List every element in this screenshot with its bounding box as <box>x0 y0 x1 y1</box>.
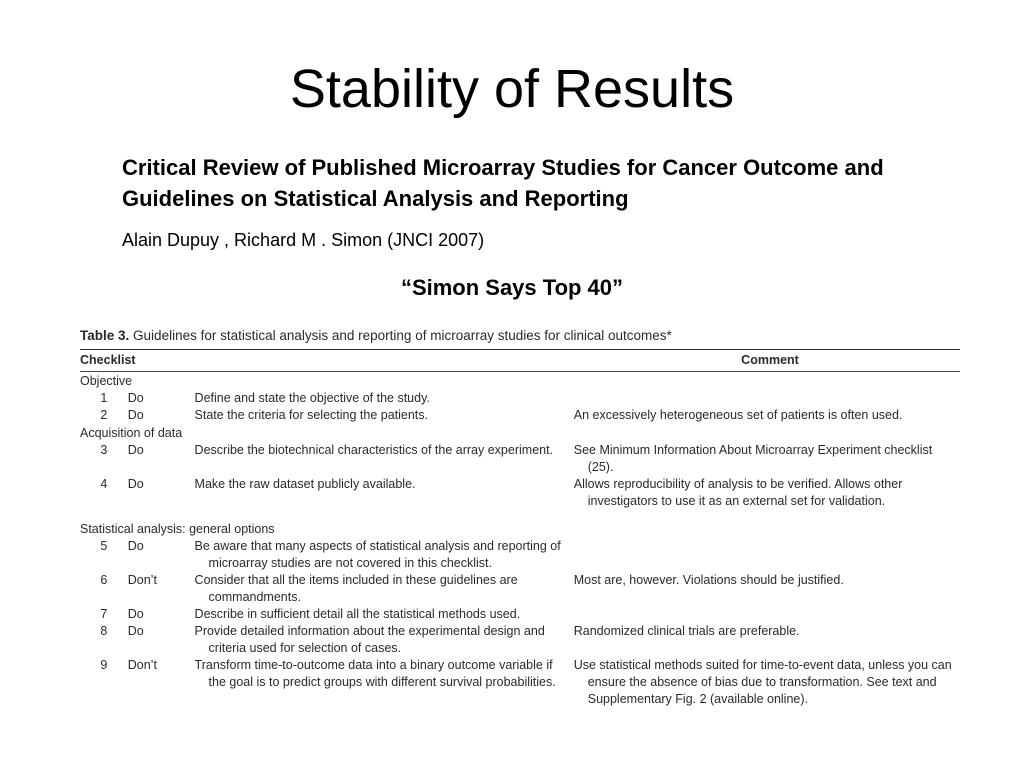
row-comment <box>574 606 960 623</box>
row-number: 3 <box>100 443 108 457</box>
header-comment: Comment <box>741 353 799 367</box>
row-do-dont: Do <box>127 624 144 638</box>
header-checklist: Checklist <box>80 353 136 367</box>
row-do-dont: Don’t <box>127 573 157 587</box>
row-comment: See Minimum Information About Microarray Experiment checklist (25). <box>573 443 933 474</box>
row-number: 6 <box>100 573 108 587</box>
row-do-dont: Do <box>127 408 144 422</box>
row-comment: Use statistical methods suited for time-to-event data, unless you can ensure the absence of bias due to transformation. See text and Supplementary Fig. 2 (available online). <box>573 658 952 706</box>
table-caption-text: Guidelines for statistical analysis and reporting of microarray studies for clinical outcomes* <box>133 328 672 343</box>
row-comment: An excessively heterogeneous set of patients is often used. <box>573 408 903 422</box>
table-caption-label: Table 3. <box>80 328 130 343</box>
table-row <box>80 442 960 476</box>
table-row <box>80 390 960 407</box>
table-caption <box>80 328 960 343</box>
row-do-dont: Don’t <box>127 658 157 672</box>
paper-authors: Alain Dupuy , Richard M . Simon (JNCI 2007) <box>122 230 485 250</box>
row-recommendation: Describe the biotechnical characteristics of the array experiment. <box>194 443 554 457</box>
row-number: 5 <box>100 539 108 553</box>
row-number: 2 <box>100 408 108 422</box>
row-comment: Most are, however. Violations should be justified. <box>573 573 844 587</box>
row-comment: Randomized clinical trials are preferable. <box>573 624 800 638</box>
row-do-dont: Do <box>127 539 144 553</box>
table-section-title: Objective <box>80 374 133 388</box>
row-number: 1 <box>100 391 108 405</box>
table-section-title: Acquisition of data <box>80 426 183 440</box>
row-number: 8 <box>100 624 108 638</box>
table-row <box>80 606 960 623</box>
table-body <box>80 372 960 708</box>
row-comment <box>574 538 960 572</box>
table-header <box>80 350 960 371</box>
row-recommendation: State the criteria for selecting the patients. <box>194 408 429 422</box>
row-number: 7 <box>100 607 108 621</box>
table-row <box>80 657 960 708</box>
quote-heading: “Simon Says Top 40” <box>400 275 624 300</box>
guidelines-table <box>80 328 960 708</box>
row-recommendation: Transform time-to-outcome data into a binary outcome variable if the goal is to predict groups with different survival probabilities. <box>194 658 556 689</box>
row-do-dont: Do <box>127 477 144 491</box>
row-recommendation: Provide detailed information about the experimental design and criteria used for selection of cases. <box>194 624 545 655</box>
row-number: 9 <box>100 658 108 672</box>
row-recommendation: Describe in sufficient detail all the statistical methods used. <box>194 607 521 621</box>
table-section-title: Statistical analysis: general options <box>80 522 275 536</box>
row-recommendation: Define and state the objective of the study. <box>194 391 430 405</box>
row-recommendation: Consider that all the items included in these guidelines are commandments. <box>194 573 518 604</box>
table-row <box>80 572 960 606</box>
paper-title: Critical Review of Published Microarray Studies for Cancer Outcome and Guidelines on Statistical Analysis and Reporting <box>122 155 884 211</box>
row-number: 4 <box>100 477 108 491</box>
table-row <box>80 623 960 657</box>
table-row <box>80 407 960 424</box>
row-do-dont: Do <box>127 391 144 405</box>
row-comment: Allows reproducibility of analysis to be verified. Allows other investigators to use it as an external set for validation. <box>573 477 903 508</box>
table-row <box>80 476 960 510</box>
row-recommendation: Be aware that many aspects of statistical analysis and reporting of microarray studies are not covered in this checklist. <box>194 539 561 570</box>
row-do-dont: Do <box>127 607 144 621</box>
slide-title: Stability of Results <box>289 59 735 119</box>
row-do-dont: Do <box>127 443 144 457</box>
row-comment <box>574 390 960 407</box>
table-row <box>80 538 960 572</box>
row-recommendation: Make the raw dataset publicly available. <box>194 477 416 491</box>
